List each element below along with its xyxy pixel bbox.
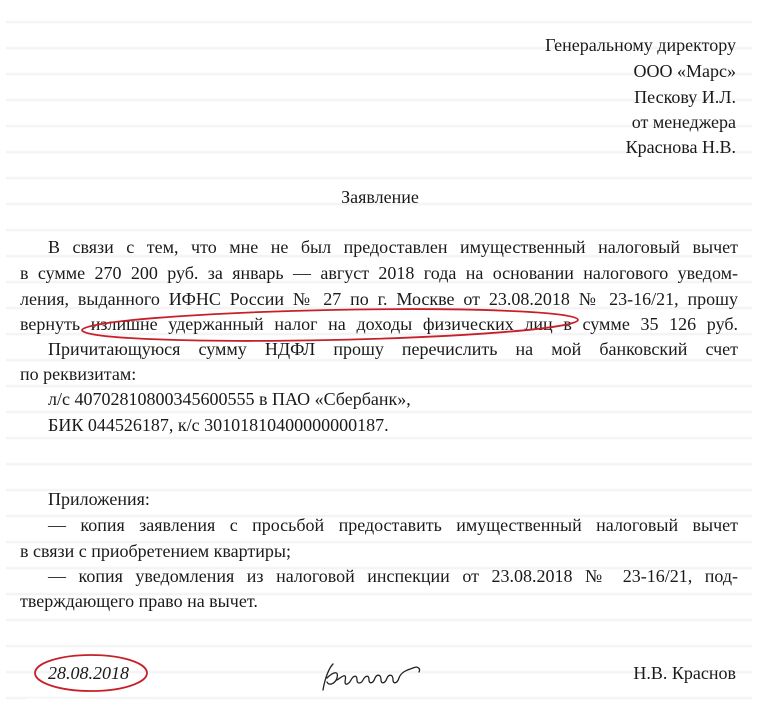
body-line: ления, выданного ИФНС России № 27 по г. Москве от 23.08.2018 № 23-16/21, прошу [20, 289, 738, 309]
recipient-line-3: Пескову И.Л. [634, 87, 736, 107]
signer-name: Н.В. Краснов [633, 663, 736, 683]
body-line: В связи с тем, что мне не был предоставлен имущественный налоговый вычет [48, 237, 738, 257]
body-line: в сумме 270 200 руб. за январь — август 2018 года на основании налогового уведом- [20, 263, 738, 283]
requisites-bik: БИК 044526187, к/с 30101810400000000187. [48, 415, 389, 435]
document-title: Заявление [341, 187, 419, 207]
recipient-line-2: ООО «Марс» [633, 61, 736, 81]
attachment-line: тверждающего право на вычет. [20, 591, 258, 611]
handwritten-signature [315, 650, 435, 700]
requisites-account: л/с 40702810800345600555 в ПАО «Сбербанк», [48, 389, 411, 409]
attachment-line: — копия уведомления из налоговой инспекции от 23.08.2018 № 23-16/21, под- [48, 566, 738, 586]
body-line: по реквизитам: [20, 364, 137, 384]
attachment-line: в связи с приобретением квартиры; [20, 541, 292, 561]
recipient-line-4: от менеджера [631, 112, 736, 132]
date: 28.08.2018 [48, 663, 129, 683]
body-line: вернуть излишне удержанный налог на доходы физических лиц в сумме 35 126 руб. [20, 314, 738, 334]
attachment-line: — копия заявления с просьбой предоставить имущественный налоговый вычет [48, 515, 738, 535]
recipient-line-1: Генеральному директору [545, 35, 736, 55]
recipient-line-5: Краснова Н.В. [625, 137, 736, 157]
body-line: Причитающуюся сумму НДФЛ прошу перечислить на мой банковский счет [48, 339, 738, 359]
attachments-heading: Приложения: [48, 489, 150, 509]
